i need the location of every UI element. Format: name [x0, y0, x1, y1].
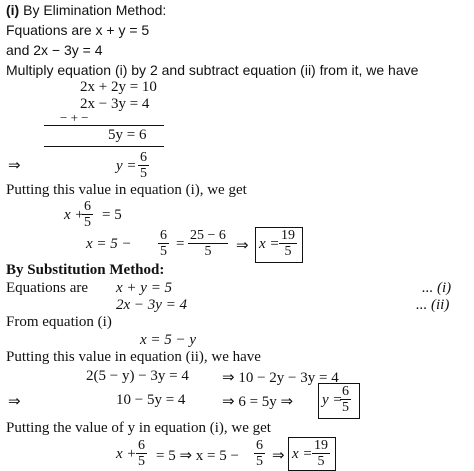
implies-symbol: ⇒ [272, 448, 285, 464]
denominator: 5 [160, 244, 167, 259]
fraction-19-5 [279, 228, 297, 259]
heading-text: By Elimination Method: [23, 2, 167, 18]
elim-row-3: 5y = 6 [108, 127, 147, 143]
numerator: 6 [160, 228, 167, 243]
equation-tag-1: ... (i) [422, 280, 452, 296]
fraction-6-5 [254, 438, 265, 469]
equals-sign: = [176, 236, 185, 252]
denominator: 5 [140, 166, 147, 181]
numerator: 6 [138, 438, 145, 453]
elim-row-2: 2x − 3y = 4 [80, 96, 150, 112]
denominator: 5 [138, 454, 145, 469]
y-equals: y = [116, 158, 137, 174]
implies-symbol: ⇒ [8, 394, 21, 410]
putting-text: Putting this value in equation (i), we get [6, 182, 247, 198]
substitution-eq-1: x + y = 5 [116, 280, 173, 296]
substitution-heading: By Substitution Method: [6, 262, 165, 278]
numerator: 19 [281, 228, 295, 243]
fraction-6-5 [158, 228, 169, 259]
substitution-eq-2: 2x − 3y = 4 [116, 297, 188, 313]
elim-row-1: 2x + 2y = 10 [80, 79, 157, 95]
elim-rule-1 [44, 125, 164, 126]
equals-5: = 5 [102, 207, 122, 223]
fraction-6-5 [138, 150, 149, 181]
elim-signs: − + − [60, 110, 89, 125]
x-equals: x = [259, 236, 280, 252]
line-b-left: 10 − 5y = 4 [116, 392, 186, 408]
numerator: 6 [84, 199, 91, 214]
x-equals-5-minus: x = 5 − [86, 236, 132, 252]
equation-1-text: Fquations are x + y = 5 [6, 22, 150, 38]
denominator: 5 [342, 400, 349, 415]
equations-are: Equations are [6, 280, 89, 296]
substitution-middle: = 5 ⇒ x = 5 − [156, 448, 239, 464]
fraction-6-5 [340, 384, 351, 415]
equation-tag-2: ... (ii) [416, 297, 450, 313]
numerator: 6 [140, 150, 147, 165]
putting-text-3: Putting the value of y in equation (i), we get [6, 420, 271, 436]
x-expression: x = 5 − y [140, 332, 197, 348]
heading-number: (i) [6, 2, 20, 18]
x-equals: x = [292, 446, 313, 462]
denominator: 5 [256, 454, 263, 469]
fraction-6-5 [82, 199, 93, 230]
y-equals: y = [322, 392, 343, 408]
x-plus: x + [116, 446, 137, 462]
implies-symbol: ⇒ [8, 158, 21, 174]
fraction-19-5 [312, 438, 330, 469]
implies-symbol: ⇒ [236, 238, 249, 254]
numerator: 6 [342, 384, 349, 399]
from-equation-text: From equation (i) [6, 314, 112, 330]
line-a-right: ⇒ 10 − 2y − 3y = 4 [222, 370, 339, 386]
elim-rule-2 [44, 146, 164, 147]
numerator: 19 [314, 438, 328, 453]
fraction-25-minus-6 [188, 228, 228, 259]
putting-text-2: Putting this value in equation (ii), we have [6, 349, 261, 365]
denominator: 5 [284, 244, 292, 259]
numerator: 25 − 6 [190, 228, 226, 243]
fraction-6-5 [136, 438, 147, 469]
denominator: 5 [317, 454, 325, 469]
denominator: 5 [84, 215, 91, 230]
equation-2-text: and 2x − 3y = 4 [6, 42, 103, 58]
instruction-text: Multiply equation (i) by 2 and subtract equation (ii) from it, we have [6, 62, 419, 78]
elimination-heading [6, 2, 166, 18]
numerator: 6 [256, 438, 263, 453]
line-b-right: ⇒ 6 = 5y ⇒ [222, 394, 294, 410]
line-a-left: 2(5 − y) − 3y = 4 [86, 368, 189, 384]
denominator: 5 [204, 244, 212, 259]
x-plus: x + [64, 207, 85, 223]
